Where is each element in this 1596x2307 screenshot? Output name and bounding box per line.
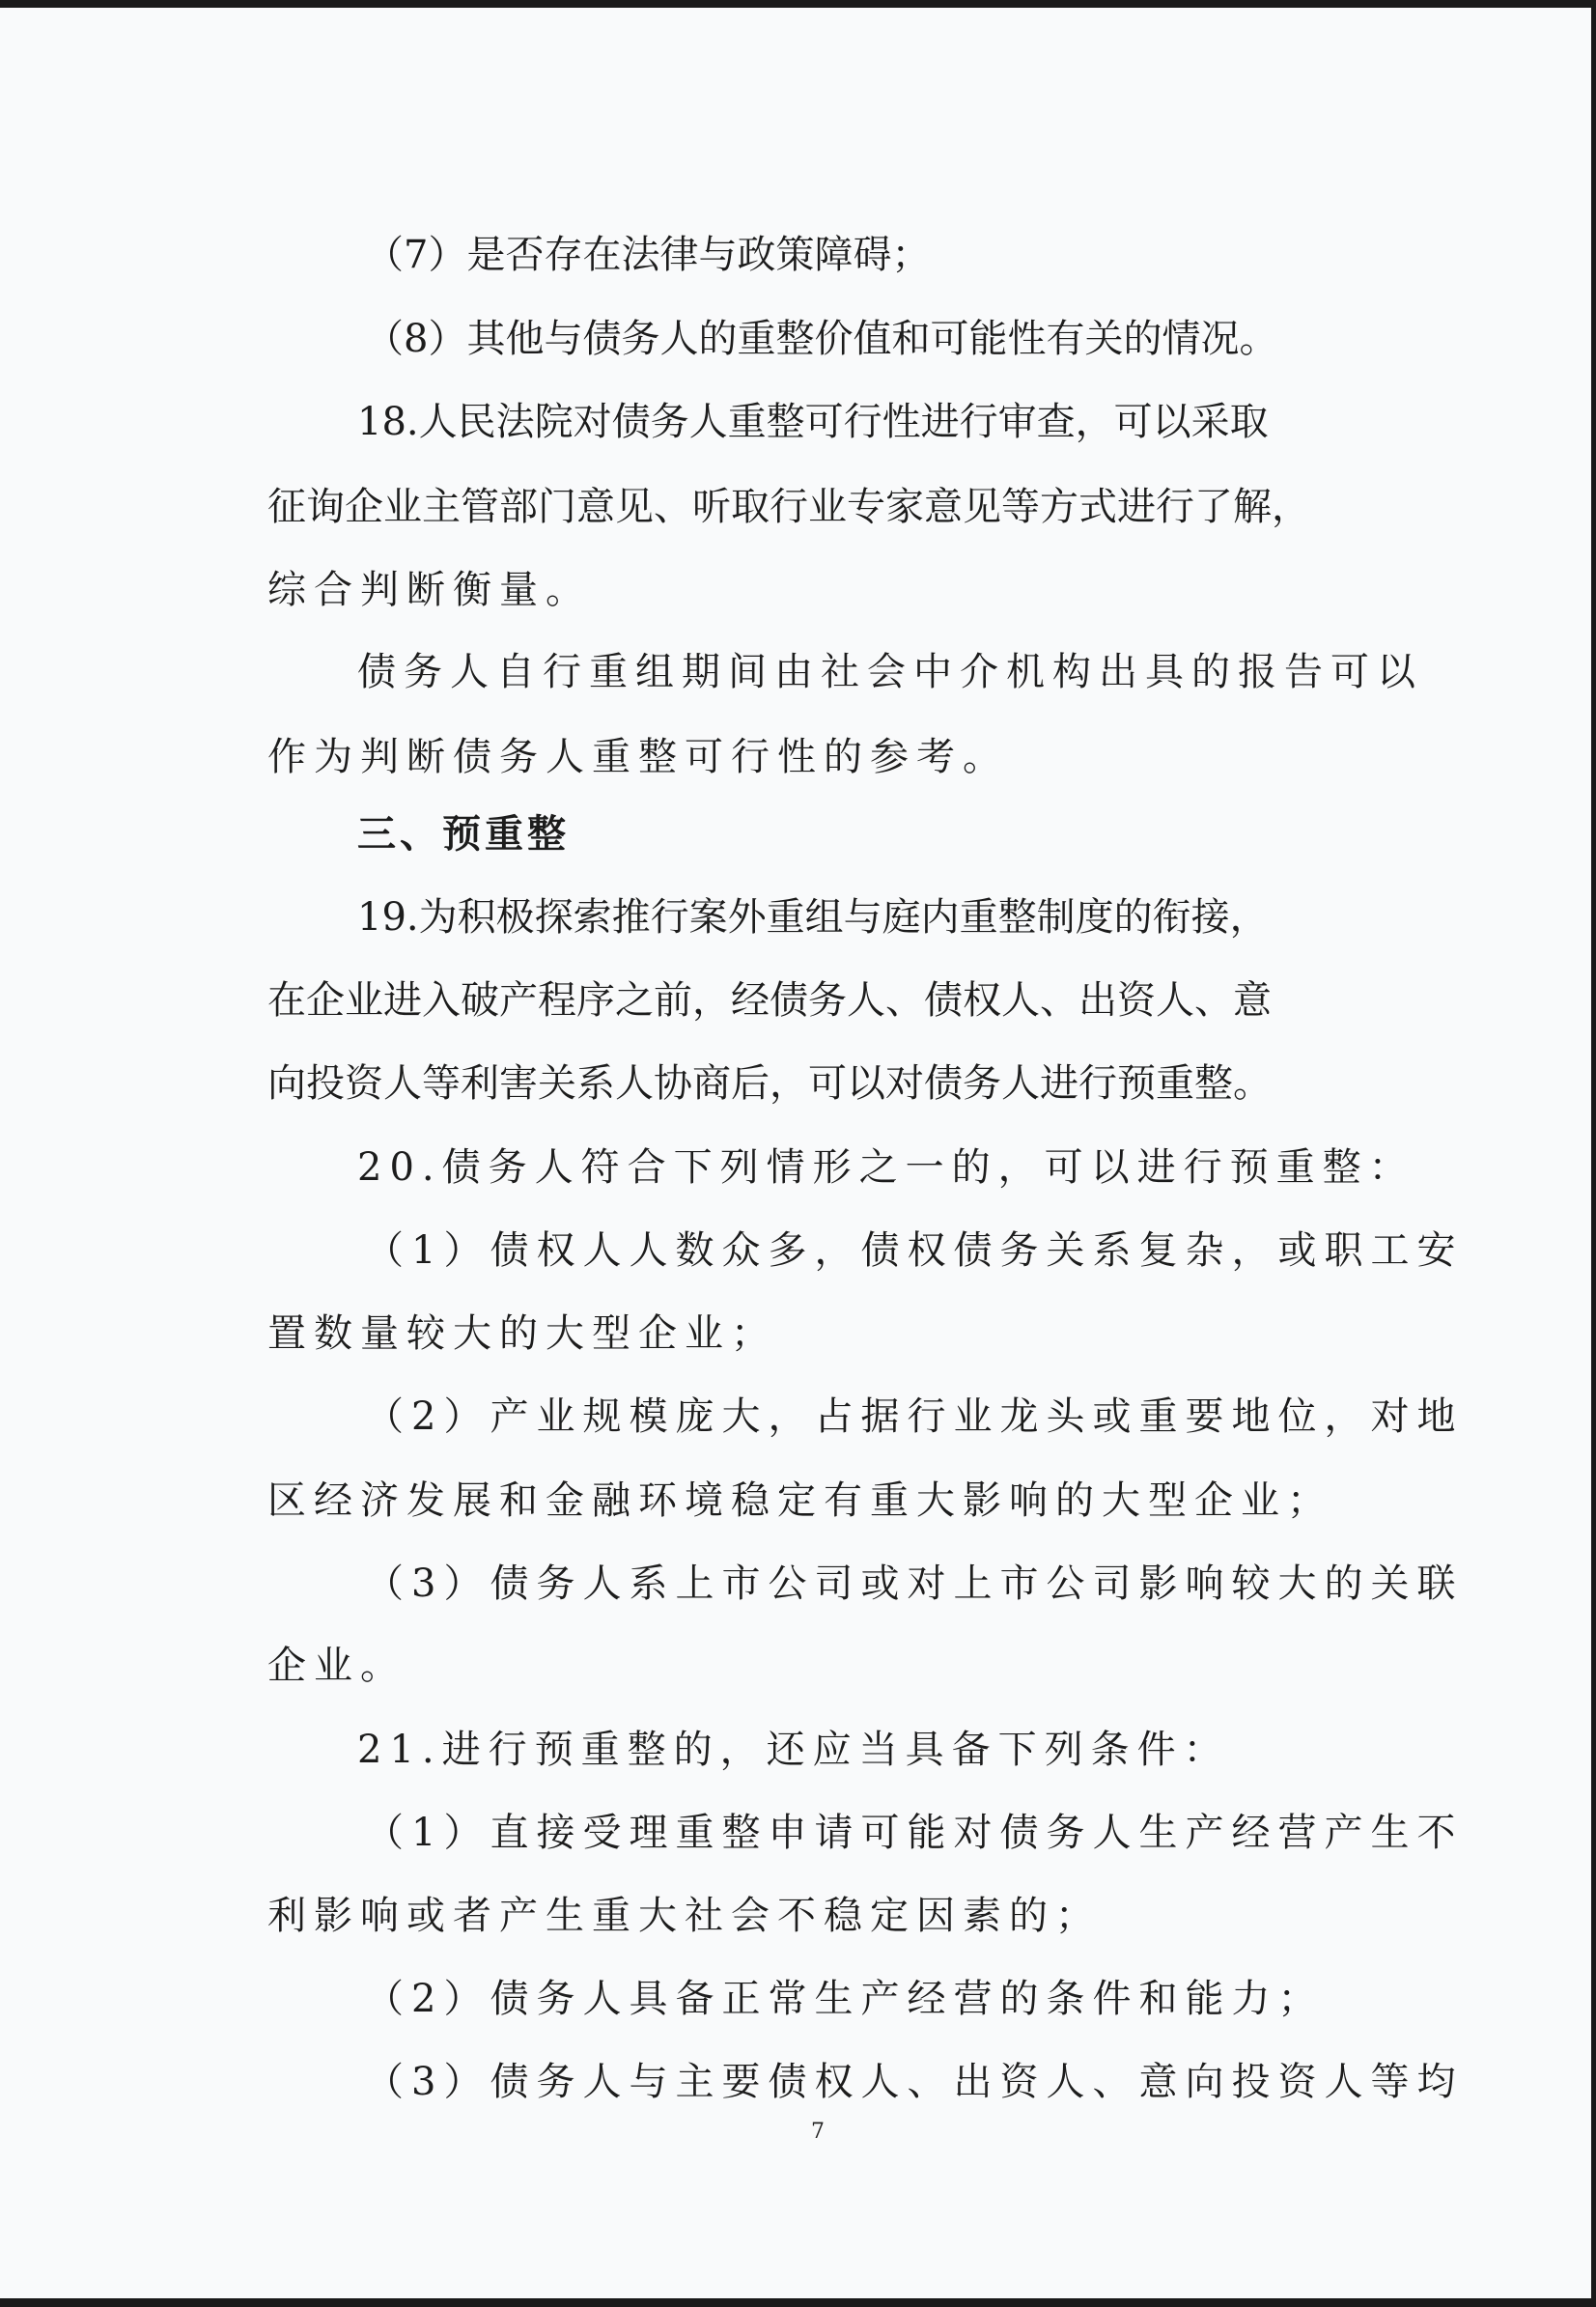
text-line: 债务人自行重组期间由社会中介机构出具的报告可以 [357,650,1423,694]
document-page [0,8,1591,2298]
text-line: 19.为积极探索推行案外重组与庭内重整制度的衔接， [357,895,1269,940]
text-line: （1）债权人人数众多，债权债务关系复杂，或职工安 [365,1228,1464,1273]
text-line: 置数量较大的大型企业； [267,1311,777,1356]
text-line: 征询企业主管部门意见、听取行业专家意见等方式进行了解， [267,485,1310,529]
text-line: （2）产业规模庞大，占据行业龙头或重要地位，对地 [365,1394,1464,1439]
text-line: 在企业进入破产程序之前，经债务人、债权人、出资人、意 [267,978,1272,1023]
text-line: （1）直接受理重整申请可能对债务人生产经营产生不 [365,1811,1464,1855]
text-line: （3）债务人与主要债权人、出资人、意向投资人等均 [365,2060,1464,2104]
text-line: （2）债务人具备正常生产经营的条件和能力； [365,1977,1325,2021]
page-number: 7 [811,2120,825,2144]
text-line: 综合判断衡量。 [267,568,592,612]
text-line: 20.债务人符合下列情形之一的，可以进行预重整： [357,1145,1415,1190]
text-line: （3）债务人系上市公司或对上市公司影响较大的关联 [365,1561,1464,1606]
text-line: （8）其他与债务人的重整价值和可能性有关的情况。 [365,317,1278,361]
text-line: 作为判断债务人重整可行性的参考。 [267,735,1009,779]
text-line: 18.人民法院对债务人重整可行性进行审查，可以采取 [357,400,1269,444]
text-line: 区经济发展和金融环境稳定有重大影响的大型企业； [267,1478,1333,1523]
text-line: （7）是否存在法律与政策障碍； [365,233,931,277]
text-line: 21.进行预重整的，还应当具备下列条件： [357,1728,1230,1772]
text-line: 企业。 [267,1644,406,1688]
text-line: 向投资人等利害关系人协商后，可以对债务人进行预重整。 [267,1061,1272,1106]
text-line: 利影响或者产生重大社会不稳定因素的； [267,1894,1102,1938]
section-heading: 三、预重整 [357,812,570,857]
